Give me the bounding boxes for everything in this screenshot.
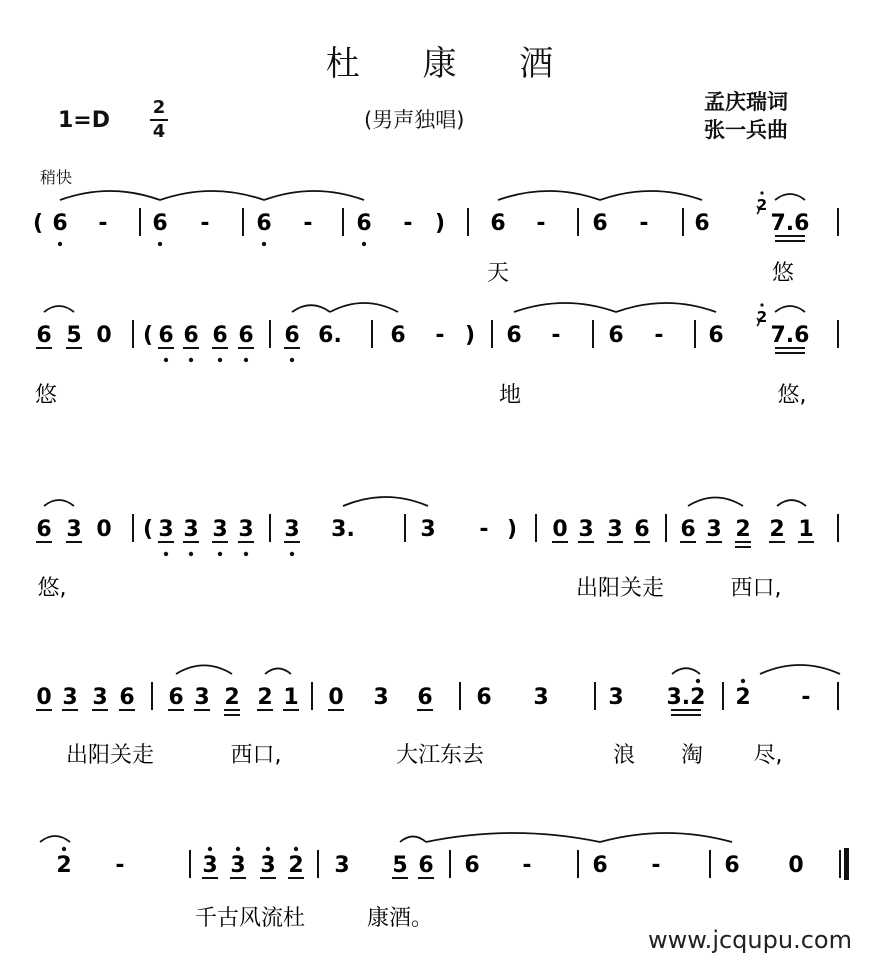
note: ) xyxy=(464,323,476,348)
octave-dot-high xyxy=(266,847,270,851)
note: 2 xyxy=(735,685,751,710)
grace-note: 2 xyxy=(756,196,768,214)
slur xyxy=(616,303,716,312)
lyric: 悠, xyxy=(37,576,67,601)
octave-dot-low xyxy=(158,242,162,246)
slur xyxy=(160,191,264,200)
song-title: 杜 康 酒 xyxy=(325,44,580,84)
octave-dot-low xyxy=(189,552,193,556)
octave-dot-low xyxy=(244,552,248,556)
note: 6 xyxy=(238,323,254,348)
note: - xyxy=(801,685,811,710)
note: 6 xyxy=(36,323,52,348)
note: 6 xyxy=(506,323,522,348)
note: 6 xyxy=(417,685,433,710)
octave-dot-high xyxy=(208,847,212,851)
octave-dot-high xyxy=(760,303,763,306)
lyric: 悠 xyxy=(771,261,795,286)
note: 7.6 xyxy=(770,211,810,236)
slur xyxy=(292,305,330,312)
note: 6 xyxy=(152,211,168,236)
note: 3 xyxy=(194,685,210,710)
note: 2 xyxy=(224,685,240,710)
note: 5 xyxy=(66,323,82,348)
slur xyxy=(514,303,616,312)
note: - xyxy=(303,211,313,236)
note: 3.2 xyxy=(666,685,706,710)
octave-dot-low xyxy=(362,242,366,246)
lyric: 千古风流杜 xyxy=(194,906,306,931)
note: 3 xyxy=(420,517,436,542)
note: 6 xyxy=(680,517,696,542)
note: 2 xyxy=(769,517,785,542)
octave-dot-high xyxy=(696,679,700,683)
notation-line xyxy=(36,303,838,362)
note: 3 xyxy=(260,853,276,878)
performance-note: (男声独唱) xyxy=(364,108,465,132)
slur xyxy=(330,303,398,312)
slur xyxy=(775,306,805,312)
lyric: 康酒。 xyxy=(366,906,434,931)
lyricist-credit: 孟庆瑞词 xyxy=(704,90,788,114)
note: 5 xyxy=(392,853,408,878)
grace-note: 2 xyxy=(756,308,768,326)
lyric: 出阳关走 xyxy=(575,576,665,601)
note: 3 xyxy=(202,853,218,878)
note: 3 xyxy=(608,685,624,710)
slur xyxy=(44,500,74,506)
octave-dot-low xyxy=(290,358,294,362)
slur xyxy=(600,191,702,200)
note: 2 xyxy=(56,853,72,878)
lyric: 西口, xyxy=(230,743,282,768)
note: - xyxy=(639,211,649,236)
tempo-marking: 稍快 xyxy=(40,168,73,187)
note: 3 xyxy=(533,685,549,710)
lyric: 大江东去 xyxy=(395,743,485,768)
slur xyxy=(343,497,428,506)
slur xyxy=(498,191,600,200)
note: 6 xyxy=(694,211,710,236)
lyric: 悠, xyxy=(777,383,807,408)
note: 1 xyxy=(283,685,299,710)
lyrics-line xyxy=(487,261,795,286)
octave-dot-low xyxy=(290,552,294,556)
note: 3. xyxy=(331,517,355,542)
octave-dot-high xyxy=(760,191,763,194)
note: 3 xyxy=(66,517,82,542)
note: - xyxy=(115,853,125,878)
note: 6 xyxy=(52,211,68,236)
octave-dot-low xyxy=(244,358,248,362)
note: 6 xyxy=(418,853,434,878)
note: 3 xyxy=(373,685,389,710)
note: 3 xyxy=(230,853,246,878)
note: 6 xyxy=(592,853,608,878)
note: ( xyxy=(142,323,154,348)
note: ( xyxy=(142,517,154,542)
note: - xyxy=(522,853,532,878)
note: 6 xyxy=(36,517,52,542)
note: 3 xyxy=(334,853,350,878)
slur xyxy=(60,191,160,200)
note: 6 xyxy=(256,211,272,236)
note: ) xyxy=(506,517,518,542)
note: 2 xyxy=(257,685,273,710)
lyric: 地 xyxy=(498,383,522,408)
note: 6 xyxy=(390,323,406,348)
note: - xyxy=(551,323,561,348)
slur xyxy=(672,668,700,674)
lyric: 西口, xyxy=(730,576,782,601)
octave-dot-low xyxy=(262,242,266,246)
slur xyxy=(688,498,743,507)
note: 6 xyxy=(724,853,740,878)
note: - xyxy=(403,211,413,236)
slur xyxy=(600,833,732,842)
note: 3 xyxy=(92,685,108,710)
octave-dot-high xyxy=(62,847,66,851)
note: 6 xyxy=(708,323,724,348)
slur xyxy=(176,665,232,674)
note: 6 xyxy=(476,685,492,710)
lyrics-line xyxy=(195,906,433,931)
note: 3 xyxy=(212,517,228,542)
slur xyxy=(400,836,426,842)
slur xyxy=(264,191,364,200)
note: 6 xyxy=(608,323,624,348)
composer-credit: 张一兵曲 xyxy=(704,118,788,142)
octave-dot-low xyxy=(218,358,222,362)
final-barline xyxy=(844,848,849,880)
time-signature-bottom: 4 xyxy=(152,121,166,142)
note: - xyxy=(435,323,445,348)
note: 6 xyxy=(490,211,506,236)
note: 7.6 xyxy=(770,323,810,348)
key-signature: 1=D xyxy=(58,108,111,133)
note: 2 xyxy=(288,853,304,878)
octave-dot-low xyxy=(164,358,168,362)
note: 0 xyxy=(328,685,344,710)
octave-dot-low xyxy=(58,242,62,246)
time-signature-top: 2 xyxy=(152,97,166,118)
lyric: 出阳关走 xyxy=(65,743,155,768)
note: 0 xyxy=(36,685,52,710)
note: 6 xyxy=(592,211,608,236)
notation-line xyxy=(36,679,838,715)
slur xyxy=(426,833,600,842)
slur xyxy=(775,194,805,200)
note: 3 xyxy=(706,517,722,542)
octave-dot-low xyxy=(164,552,168,556)
lyric: 天 xyxy=(486,261,510,286)
note: 6 xyxy=(212,323,228,348)
lyric: 浪 xyxy=(612,743,636,768)
slur xyxy=(265,668,291,674)
note: - xyxy=(98,211,108,236)
note: 3 xyxy=(238,517,254,542)
note: ) xyxy=(434,211,446,236)
note: 6 xyxy=(183,323,199,348)
slur xyxy=(40,836,70,842)
lyrics-line xyxy=(38,576,782,601)
note: 0 xyxy=(552,517,568,542)
note: ( xyxy=(32,211,44,236)
note: 3 xyxy=(62,685,78,710)
octave-dot-low xyxy=(218,552,222,556)
note: 6 xyxy=(168,685,184,710)
notation-line xyxy=(36,514,838,556)
note: 1 xyxy=(798,517,814,542)
note: 6 xyxy=(634,517,650,542)
note: 6 xyxy=(158,323,174,348)
note: 6 xyxy=(284,323,300,348)
note: 6 xyxy=(356,211,372,236)
note: 0 xyxy=(96,323,112,348)
lyric: 尽, xyxy=(753,743,783,768)
note: 6. xyxy=(318,323,342,348)
note: - xyxy=(654,323,664,348)
note: 3 xyxy=(578,517,594,542)
note: 0 xyxy=(96,517,112,542)
note: 3 xyxy=(607,517,623,542)
note: - xyxy=(536,211,546,236)
notation-line xyxy=(56,847,849,880)
note: 3 xyxy=(183,517,199,542)
slur xyxy=(44,306,74,312)
note: 6 xyxy=(119,685,135,710)
note: 2 xyxy=(735,517,751,542)
watermark: www.jcqupu.com xyxy=(648,926,852,954)
octave-dot-high xyxy=(294,847,298,851)
note: 6 xyxy=(464,853,480,878)
note: 3 xyxy=(158,517,174,542)
lyric: 淘 xyxy=(680,743,704,768)
note: - xyxy=(479,517,489,542)
note: - xyxy=(200,211,210,236)
slur xyxy=(777,500,806,506)
notation-line xyxy=(33,191,838,246)
note: 3 xyxy=(284,517,300,542)
octave-dot-low xyxy=(189,358,193,362)
note: 0 xyxy=(788,853,804,878)
lyrics-line xyxy=(35,383,807,408)
octave-dot-high xyxy=(741,679,745,683)
note: - xyxy=(651,853,661,878)
octave-dot-high xyxy=(236,847,240,851)
lyric: 悠 xyxy=(34,383,58,408)
slur xyxy=(760,665,840,674)
lyrics-line xyxy=(66,743,783,768)
